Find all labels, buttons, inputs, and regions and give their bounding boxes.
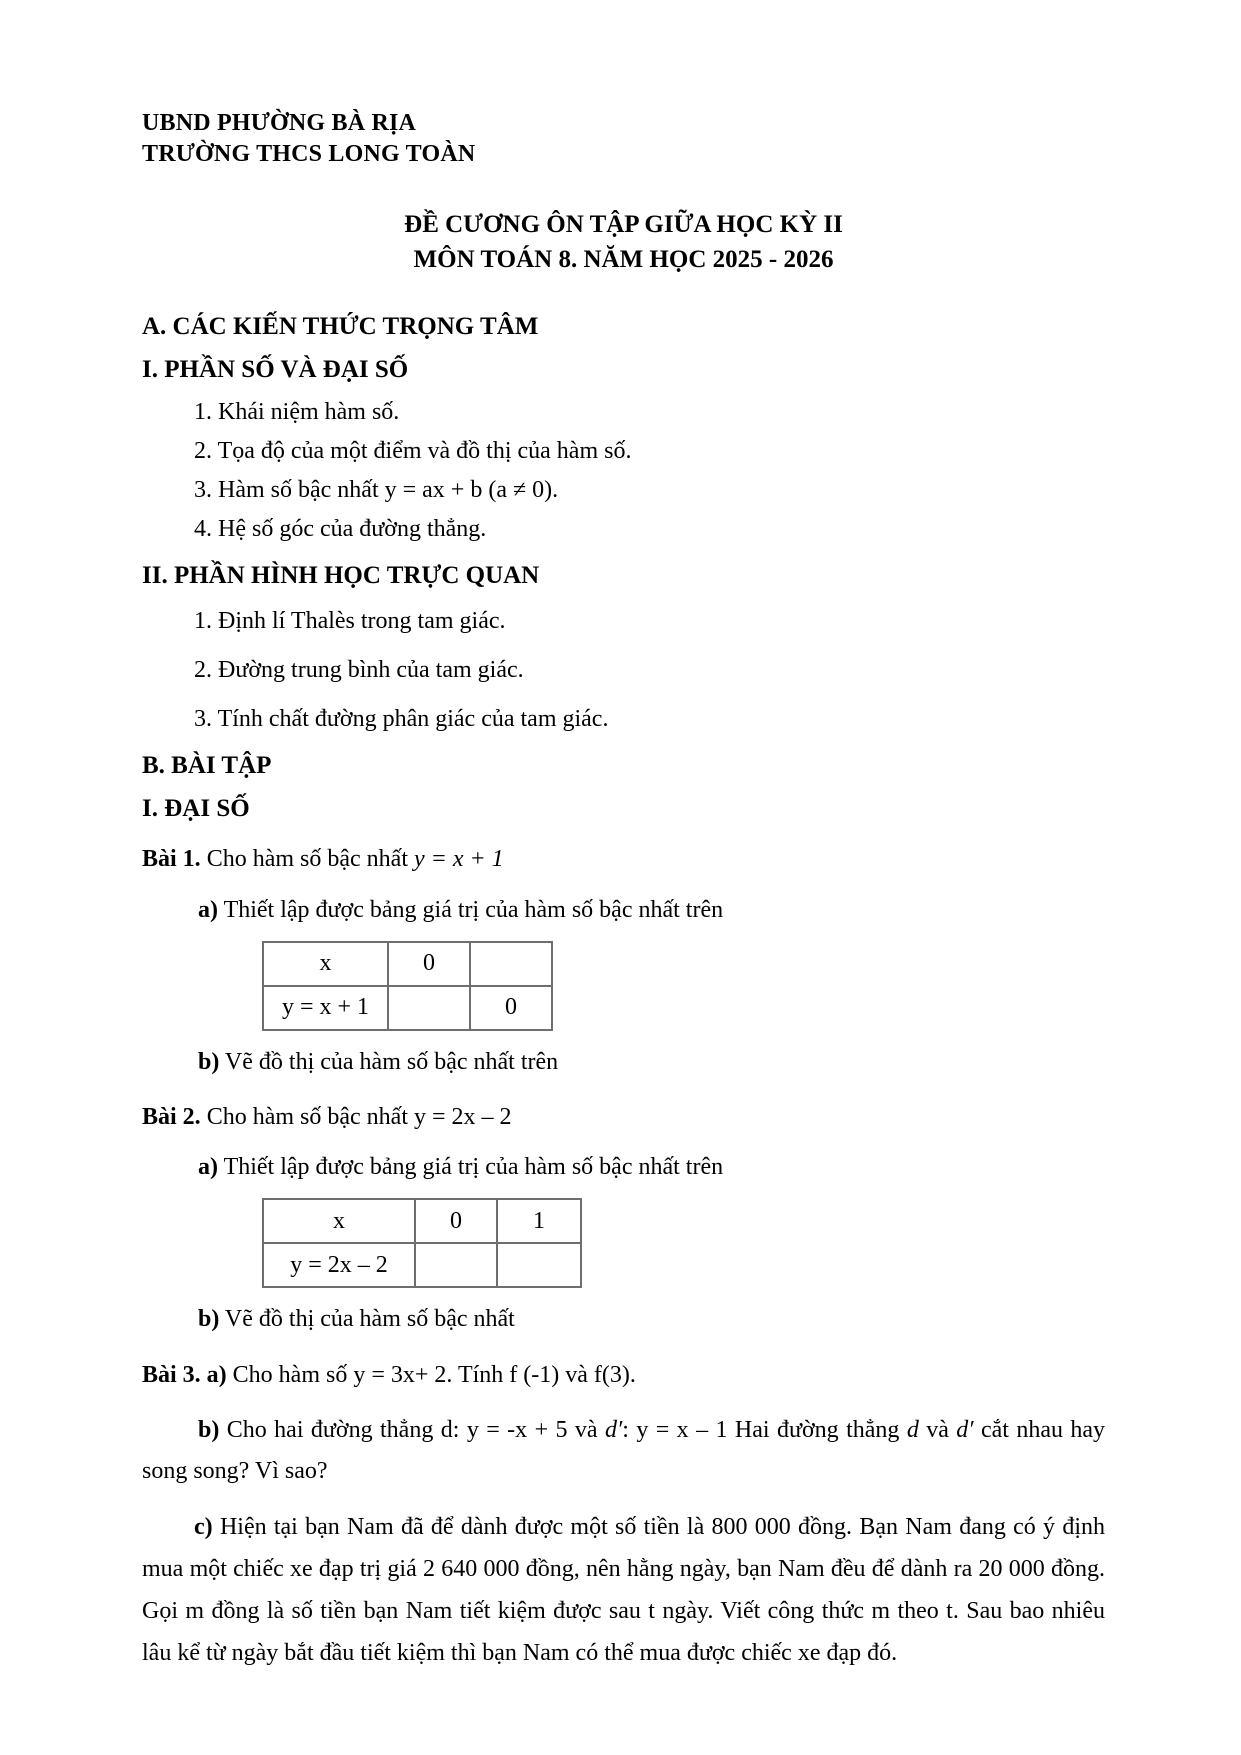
problem-2-part-a — [142, 1149, 1105, 1186]
problem-3-part-b-seg1: Cho hai đường thẳng d: y = -x + 5 và — [226, 1416, 605, 1443]
problem-3-part-b — [142, 1410, 1105, 1493]
table-cell — [415, 1243, 497, 1287]
table-cell — [470, 942, 552, 986]
section-a-part1-list — [142, 394, 1105, 547]
school-header-line1: UBND PHƯỜNG BÀ RỊA — [142, 110, 417, 136]
table-cell — [388, 986, 470, 1030]
list-item: 3. Tính chất đường phân giác của tam giác. — [194, 706, 609, 733]
list-item: 2. Tọa độ của một điểm và đồ thị của hàm số. — [194, 438, 632, 465]
document-title — [142, 207, 1105, 277]
table-cell: y = x + 1 — [263, 986, 388, 1030]
table-cell: x — [263, 942, 388, 986]
problem-3-part-a — [142, 1357, 1105, 1394]
problem-1-statement — [142, 841, 1105, 878]
table-row — [263, 942, 552, 986]
section-b-sub-heading: I. ĐẠI SỐ — [142, 795, 250, 823]
problem-1-label: Bài 1. — [142, 846, 201, 873]
problem-3-part-b-seg4: cắt nhau hay song song? Vì sao? — [142, 1416, 1106, 1485]
problem-3-part-c-label: c) — [194, 1514, 213, 1541]
problem-2-text: Cho hàm số bậc nhất y = 2x – 2 — [206, 1104, 512, 1130]
problem-2-label: Bài 2. — [142, 1104, 201, 1130]
problem-1-part-a-label: a) — [198, 896, 218, 923]
table-cell: 1 — [497, 1199, 581, 1243]
list-item: 2. Đường trung bình của tam giác. — [194, 657, 524, 684]
problem-2-part-b-label: b) — [198, 1306, 220, 1333]
section-a-part2-heading: II. PHẦN HÌNH HỌC TRỰC QUAN — [142, 562, 540, 590]
list-item: 4. Hệ số góc của đường thẳng. — [194, 516, 487, 543]
bai1-value-table — [262, 941, 553, 1031]
table-cell — [497, 1243, 581, 1287]
table-row — [263, 986, 552, 1030]
school-header — [142, 108, 1105, 169]
document-title-line2: MÔN TOÁN 8. NĂM HỌC 2025 - 2026 — [413, 246, 834, 274]
section-a-heading: A. CÁC KIẾN THỨC TRỌNG TÂM — [142, 313, 539, 341]
line-d-prime: d′ — [605, 1416, 623, 1443]
problem-2-part-b-text: Vẽ đồ thị của hàm số bậc nhất — [224, 1306, 515, 1333]
line-d-prime: d′ — [956, 1416, 974, 1443]
problem-1-part-b-text: Vẽ đồ thị của hàm số bậc nhất trên — [224, 1048, 559, 1075]
problem-3-part-c-text: Hiện tại bạn Nam đã để dành được một số tiền là 800 000 đồng. Bạn Nam đang có ý định mua một chiếc xe đạp trị giá 2 640 000 đồng, nên hằng ngày, bạn Nam đều để dành ra 20 000 đồng. Gọi m đồng là số tiền bạn Nam tiết kiệm được sau t ngày. Viết công thức m theo t. Sau bao nhiêu lâu kể từ ngày bắt đầu tiết kiệm thì bạn Nam có thể mua được chiếc xe đạp đó. — [142, 1514, 1105, 1667]
table-cell: x — [263, 1199, 415, 1243]
table-cell: y = 2x – 2 — [263, 1243, 415, 1287]
list-item: 3. Hàm số bậc nhất y = ax + b (a ≠ 0). — [194, 477, 559, 504]
problem-3-part-c — [142, 1506, 1105, 1674]
problem-3-part-b-seg3: và — [918, 1416, 957, 1443]
problem-2-statement — [142, 1099, 1105, 1136]
problem-2-part-b — [142, 1301, 1105, 1338]
section-a-part1-heading: I. PHẦN SỐ VÀ ĐẠI SỐ — [142, 356, 409, 384]
problem-1-part-a-text: Thiết lập được bảng giá trị của hàm số bậc nhất trên — [223, 896, 724, 923]
problem-3-part-a-text: Cho hàm số y = 3x+ 2. Tính f (-1) và f(3). — [232, 1361, 636, 1388]
problem-1-part-b — [142, 1044, 1105, 1081]
list-item: 1. Khái niệm hàm số. — [194, 399, 400, 426]
problem-1-part-b-label: b) — [198, 1048, 220, 1075]
problem-3-label: Bài 3. a) — [142, 1361, 227, 1388]
problem-1-part-a — [142, 892, 1105, 929]
problem-3-part-b-label: b) — [198, 1416, 220, 1443]
table-cell: 0 — [415, 1199, 497, 1243]
table-row — [263, 1199, 581, 1243]
document-title-line1: ĐỀ CƯƠNG ÔN TẬP GIỮA HỌC KỲ II — [404, 211, 843, 239]
line-d: d — [906, 1416, 919, 1443]
table-cell: 0 — [388, 942, 470, 986]
problem-1-formula: y = x + 1 — [413, 846, 504, 873]
problem-2-part-a-text: Thiết lập được bảng giá trị của hàm số bậc nhất trên — [223, 1154, 724, 1181]
table-row — [263, 1243, 581, 1287]
section-b-heading: B. BÀI TẬP — [142, 752, 272, 780]
problem-3-part-b-seg2: : y = x – 1 Hai đường thẳng — [622, 1416, 907, 1443]
table-cell: 0 — [470, 986, 552, 1030]
list-item: 1. Định lí Thalès trong tam giác. — [194, 608, 506, 635]
section-a-part2-list — [142, 603, 1105, 737]
bai2-value-table — [262, 1198, 582, 1288]
school-header-line2: TRƯỜNG THCS LONG TOÀN — [142, 140, 476, 167]
problem-2-part-a-label: a) — [198, 1154, 218, 1181]
problem-1-text: Cho hàm số bậc nhất — [206, 846, 408, 873]
